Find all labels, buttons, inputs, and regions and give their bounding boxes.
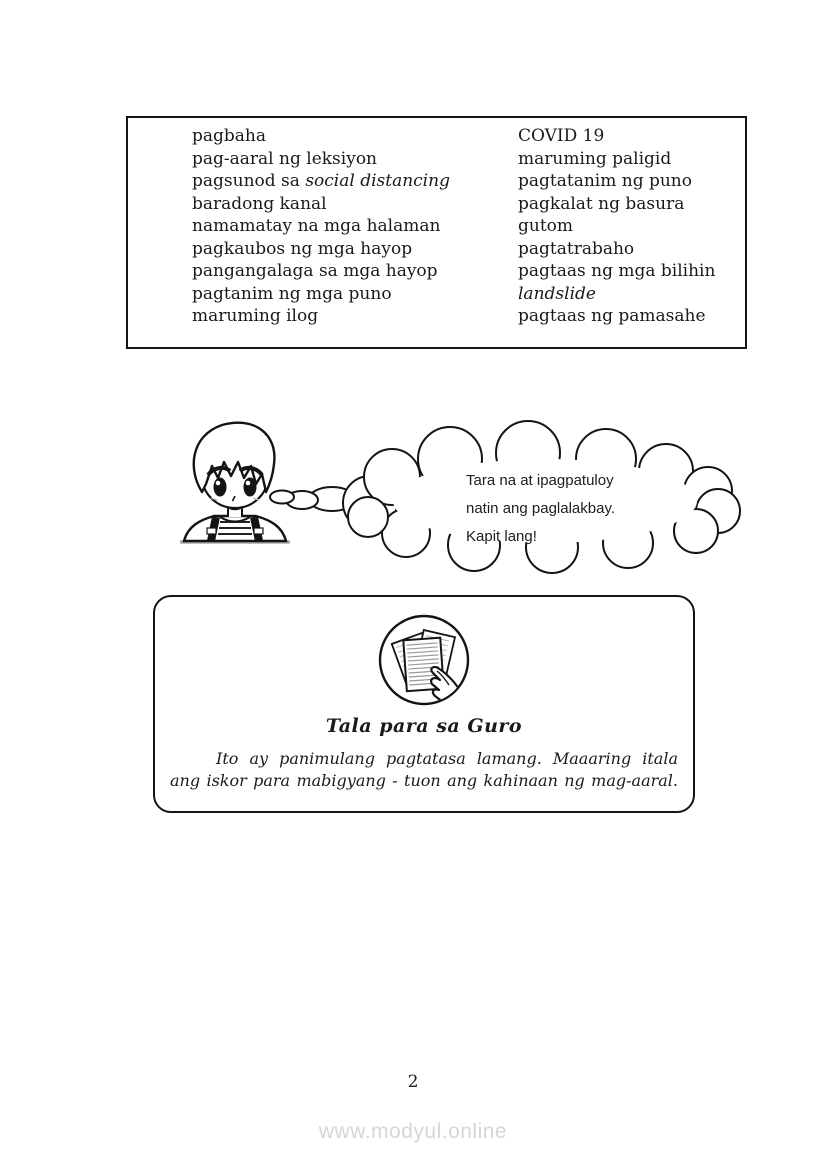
word-list-item: baradong kanal <box>192 193 327 214</box>
word-box <box>126 116 747 349</box>
teacher-note-body <box>170 748 678 792</box>
word-list-item: namamatay na mga halaman <box>192 216 441 236</box>
teacher-note-box <box>153 595 695 813</box>
word-list-item: pag-aaral ng leksiyon <box>192 148 377 169</box>
page-number: 2 <box>407 1072 419 1092</box>
teacher-note-title: Tala para sa Guro <box>325 715 523 737</box>
word-list-item: pagtanim ng mga puno <box>192 283 392 304</box>
word-list-item: COVID 19 <box>518 126 605 146</box>
word-list-item: pagsunod sa social distancing <box>192 171 450 191</box>
word-list-item: maruming ilog <box>192 306 319 326</box>
word-list-item: pagtaas ng mga bilihin <box>518 261 716 281</box>
thought-bubble-trail <box>270 487 355 511</box>
thought-bubble-line: natin ang paglalakbay. <box>466 500 616 517</box>
left-eye <box>214 478 227 497</box>
teacher-note-body-line: ang iskor para mabigyang - tuon ang kahinaan ng mag-aaral. <box>170 771 678 790</box>
word-list-item: pangangalaga sa mga hayop <box>192 261 438 281</box>
word-list-item: pagkalat ng basura <box>518 193 685 214</box>
right-eye <box>244 478 257 497</box>
word-list-item: gutom <box>518 216 574 236</box>
word-list-item: pagkaubos ng mga hayop <box>192 238 413 259</box>
word-list-item: landslide <box>518 283 596 304</box>
word-list-item: pagtaas ng pamasahe <box>518 306 706 326</box>
thought-bubble-line: Kapit lang! <box>466 528 537 545</box>
thought-bubble-text <box>466 467 638 551</box>
word-list-item: pagbaha <box>192 126 267 146</box>
watermark: www.modyul.online <box>318 1120 508 1143</box>
papers-in-hand-icon <box>377 613 471 707</box>
thought-bubble-line: Tara na at ipagpatuloy <box>466 472 614 489</box>
word-box-left-column <box>192 125 522 328</box>
teacher-note-body-line: Ito ay panimulang pagtatasa lamang. Maaaring itala <box>216 749 678 768</box>
word-list-item: pagtatanim ng puno <box>518 171 692 191</box>
word-list-item: maruming paligid <box>518 148 672 169</box>
word-list-item: pagtatrabaho <box>518 238 635 259</box>
word-box-right-column <box>518 125 746 328</box>
